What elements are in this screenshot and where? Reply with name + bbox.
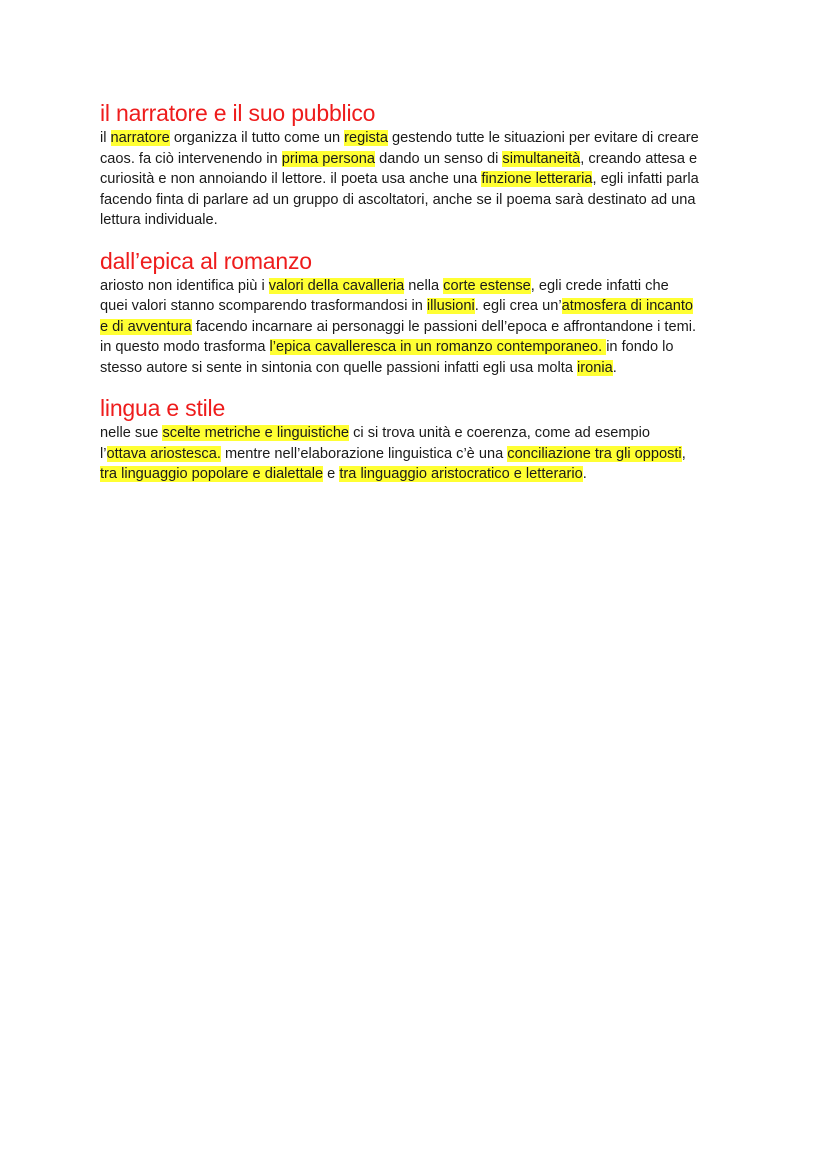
text-run: organizza il tutto come un	[169, 130, 345, 146]
section-paragraph	[100, 276, 740, 379]
section-lingua-stile	[100, 393, 740, 485]
text-run: in questo modo trasforma	[100, 339, 270, 355]
text-line	[100, 358, 740, 379]
text-run: mentre nell’elaborazione linguistica c’è una	[220, 445, 508, 462]
text-run: , creando attesa e	[580, 150, 698, 167]
highlighted-text: ottava ariostesca.	[106, 445, 221, 462]
text-run: l’	[100, 445, 107, 462]
text-run: facendo incarnare ai personaggi le passioni dell’epoca e affrontandone i temi.	[191, 318, 697, 335]
text-line	[100, 210, 740, 231]
text-run: stesso autore si sente in sintonia con quelle passioni infatti egli usa molta	[100, 359, 578, 376]
highlighted-text: valori della cavalleria	[268, 277, 405, 294]
highlighted-text: scelte metriche e linguistiche	[162, 425, 350, 441]
highlighted-text: tra linguaggio popolare e dialettale	[100, 466, 324, 482]
text-line	[100, 169, 740, 190]
highlighted-text: finzione letteraria	[481, 171, 593, 187]
text-run: , egli infatti parla	[592, 171, 699, 187]
text-run: ,	[681, 445, 686, 462]
text-line	[100, 444, 740, 465]
section-paragraph	[100, 423, 740, 485]
text-line	[100, 296, 740, 317]
section-narratore	[100, 98, 740, 231]
highlighted-text: prima persona	[281, 150, 376, 167]
highlighted-text: l’epica cavalleresca in un romanzo contemporaneo.	[269, 339, 607, 355]
text-line	[100, 337, 740, 358]
section-heading: lingua e stile	[100, 395, 226, 421]
text-line	[100, 276, 740, 297]
text-run: in fondo lo	[606, 339, 674, 355]
text-run: caos. fa ciò intervenendo in	[100, 150, 282, 167]
highlighted-text: e di avventura	[100, 318, 192, 335]
highlighted-text: conciliazione tra gli opposti	[507, 445, 682, 462]
highlighted-text: atmosfera di incanto	[561, 298, 694, 314]
section-paragraph	[100, 128, 740, 231]
section-epica-romanzo	[100, 246, 740, 379]
section-heading: dall’epica al romanzo	[100, 247, 312, 274]
text-run: e	[323, 466, 340, 482]
section-heading: il narratore e il suo pubblico	[100, 100, 376, 126]
text-line	[100, 317, 740, 338]
highlighted-text: illusioni	[426, 298, 475, 314]
text-run: .	[582, 466, 587, 482]
text-run: dando un senso di	[375, 150, 503, 167]
text-line	[100, 190, 740, 211]
text-run: il	[100, 130, 111, 146]
text-run: lettura individuale.	[100, 212, 218, 228]
text-run: gestendo tutte le situazioni per evitare di creare	[387, 130, 699, 146]
text-run: nella	[404, 277, 444, 294]
text-run: curiosità e non annoiando il lettore. il poeta usa anche una	[100, 171, 482, 187]
text-run: nelle sue	[100, 425, 163, 441]
text-run: quei valori stanno scomparendo trasformandosi in	[100, 298, 427, 314]
text-run: . egli crea un’	[474, 298, 562, 314]
text-run: ci si trova unità e coerenza, come ad esempio	[349, 425, 650, 441]
document-page	[100, 98, 740, 500]
text-line	[100, 464, 740, 485]
text-line	[100, 149, 740, 170]
text-run: facendo finta di parlare ad un gruppo di ascoltatori, anche se il poema sarà destinato ad una	[100, 191, 696, 208]
text-line	[100, 423, 740, 444]
text-run: , egli crede infatti che	[530, 277, 669, 294]
text-run: .	[612, 359, 617, 376]
text-line	[100, 128, 740, 149]
text-run: ariosto non identifica più i	[100, 277, 269, 294]
highlighted-text: tra linguaggio aristocratico e letterario	[339, 466, 583, 482]
highlighted-text: regista	[344, 130, 388, 146]
highlighted-text: corte estense	[443, 277, 531, 294]
highlighted-text: simultaneità	[502, 150, 581, 167]
highlighted-text: narratore	[110, 130, 170, 146]
highlighted-text: ironia	[577, 359, 613, 376]
